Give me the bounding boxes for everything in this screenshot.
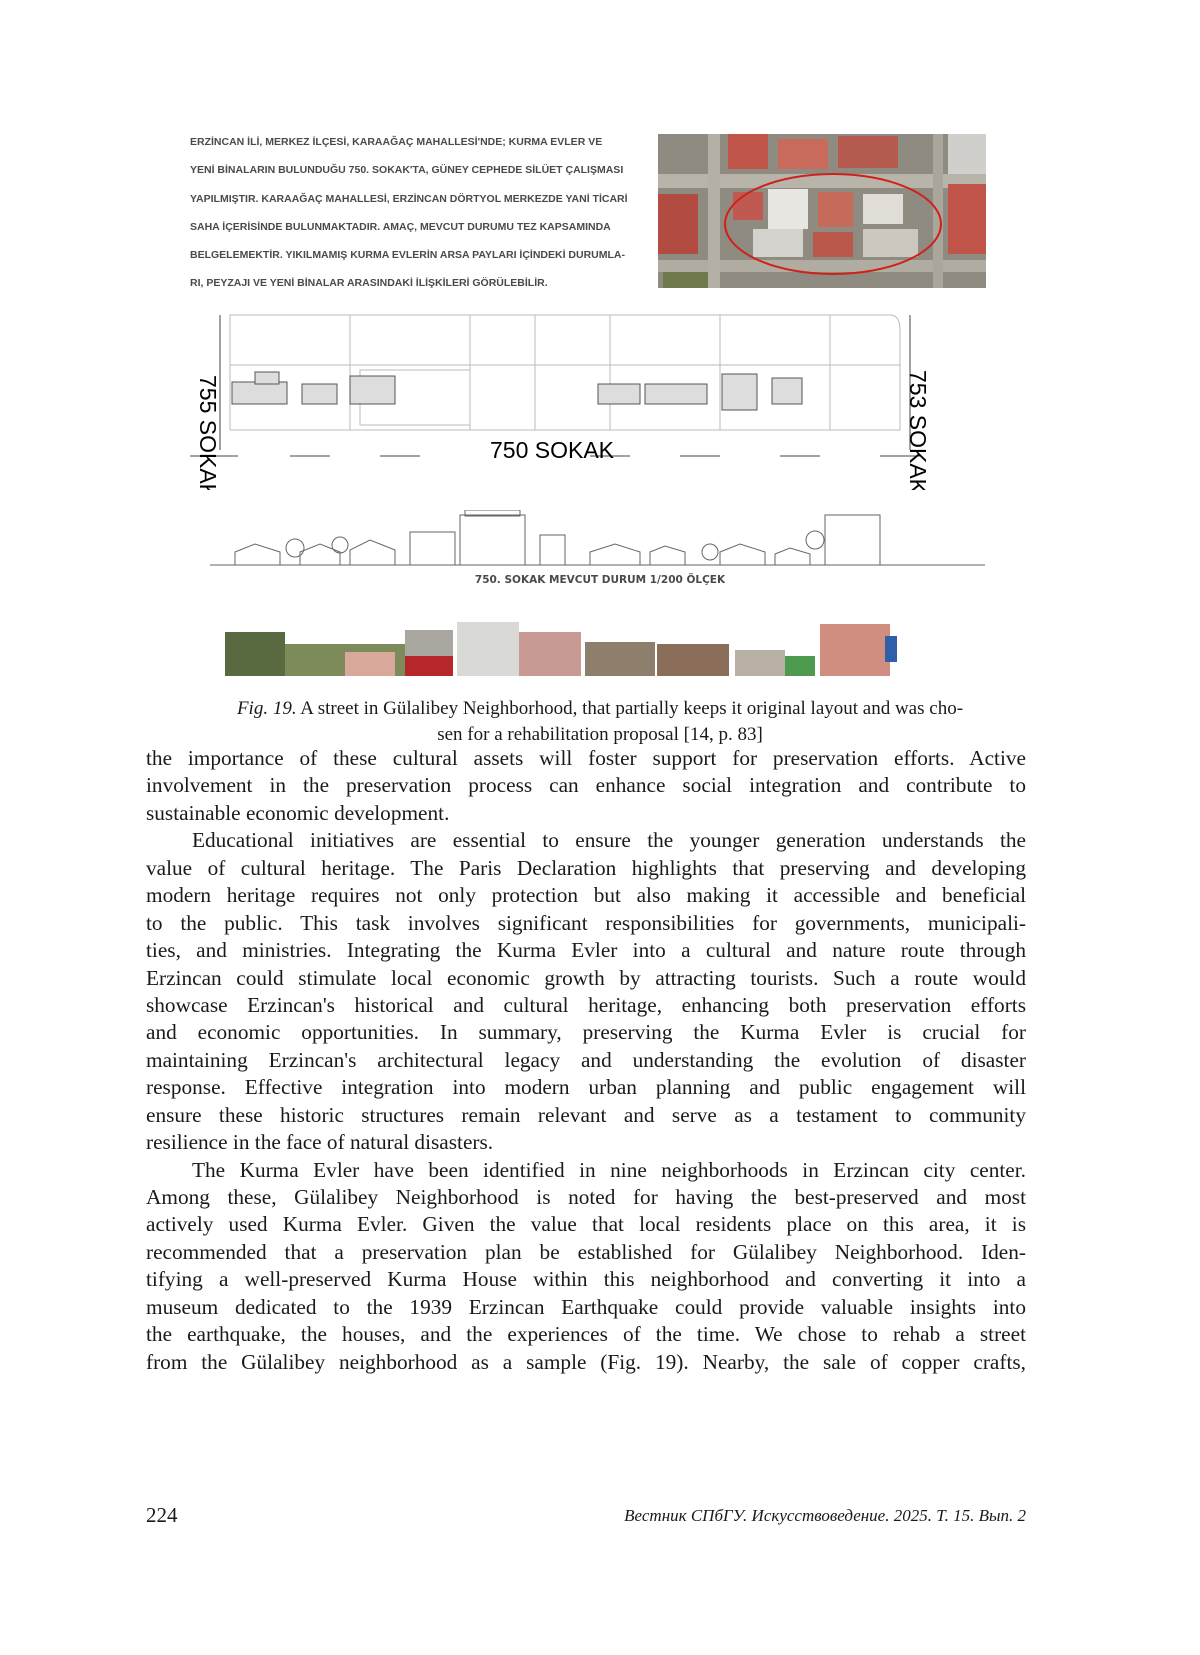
street-photo-strip bbox=[225, 622, 931, 676]
text-line: Erzincan could stimulate local economic growth by attracting tourists. Such a route would bbox=[146, 965, 1026, 990]
text-line: The Kurma Evler have been identified in nine neighborhoods in Erzincan city center. bbox=[192, 1157, 1026, 1182]
text-line: ensure these historic structures remain relevant and serve as a testament to community bbox=[146, 1102, 1026, 1127]
description-line: RI, PEYZAJI VE YENİ BİNALAR ARASINDAKİ İLİŞKİLERİ GÖRÜLEBİLİR. bbox=[190, 277, 548, 290]
text-line: ties, and ministries. Integrating the Kurma Evler into a cultural and nature route through bbox=[146, 938, 1026, 963]
text-line: and economic opportunities. In summary, preserving the Kurma Evler is crucial for bbox=[146, 1020, 1026, 1045]
text-line: the importance of these cultural assets will foster support for preservation efforts. Active bbox=[146, 746, 1026, 770]
caption-text: sen for a rehabilitation proposal [14, p. 83] bbox=[437, 724, 763, 745]
text-line: Among these, Gülalibey Neighborhood is noted for having the best-preserved and most bbox=[146, 1185, 1026, 1209]
text-line: actively used Kurma Evler. Given the value that local residents place on this area, it is bbox=[146, 1212, 1026, 1237]
street-label-right: 753 SOKAK bbox=[905, 370, 931, 490]
text-line: sustainable economic development. bbox=[146, 800, 450, 825]
aerial-photo bbox=[658, 134, 986, 288]
text-line: to the public. This task involves significant responsibilities for governments, municipali- bbox=[146, 910, 1026, 935]
text-line: tifying a well-preserved Kurma House within this neighborhood and converting it into a bbox=[146, 1267, 1026, 1292]
text-line: response. Effective integration into modern urban planning and public engagement will bbox=[146, 1075, 1026, 1100]
text-line: recommended that a preservation plan be established for Gülalibey Neighborhood. Iden- bbox=[146, 1239, 1026, 1264]
text-line: the earthquake, the houses, and the experiences of the time. We chose to rehab a street bbox=[146, 1322, 1026, 1347]
elevation-label: 750. SOKAK MEVCUT DURUM 1/200 ÖLÇEK bbox=[474, 574, 726, 586]
text-line: value of cultural heritage. The Paris Declaration highlights that preserving and developing bbox=[146, 855, 1026, 880]
site-plan-drawing bbox=[190, 310, 990, 490]
text-line: maintaining Erzincan's architectural legacy and understanding the evolution of disaster bbox=[146, 1047, 1026, 1072]
description-line: SAHA İÇERİSİNDE BULUNMAKTADIR. AMAÇ, MEVCUT DURUMU TEZ KAPSAMINDA bbox=[190, 220, 611, 233]
text-line: modern heritage requires not only protection but also making it accessible and beneficial bbox=[146, 883, 1026, 908]
body-text bbox=[146, 745, 1026, 1376]
journal-title: Вестник СПбГУ. Искусствоведение. 2025. Т. 15. Вып. 2 bbox=[624, 1506, 1026, 1525]
figure-turkish-description bbox=[190, 128, 650, 298]
description-line: ERZİNCAN İLİ, MERKEZ İLÇESİ, KARAAĞAÇ MAHALLESİ'NDE; KURMA EVLER VE bbox=[190, 136, 603, 148]
text-line: showcase Erzincan's historical and cultural heritage, enhancing both preservation efforts bbox=[146, 992, 1026, 1017]
description-line: YENİ BİNALARIN BULUNDUĞU 750. SOKAK'TA, GÜNEY CEPHEDE SİLÜET ÇALIŞMASI bbox=[190, 164, 624, 177]
text-line: from the Gülalibey neighborhood as a sample (Fig. 19). Nearby, the sale of copper crafts, bbox=[146, 1349, 1026, 1374]
figure-label: Fig. 19. bbox=[236, 698, 297, 719]
text-line: museum dedicated to the 1939 Erzincan Earthquake could provide valuable insights into bbox=[146, 1294, 1026, 1319]
page-number: 224 bbox=[146, 1503, 178, 1527]
description-line: YAPILMIŞTIR. KARAAĞAÇ MAHALLESİ, ERZİNCAN DÖRTYOL MERKEZDE YANİ TİCARİ bbox=[190, 192, 628, 205]
text-line: involvement in the preservation process can enhance social integration and contribute to bbox=[146, 773, 1026, 798]
street-label-left: 755 SOKAK bbox=[195, 375, 221, 490]
description-line: BELGELEMEKTİR. YIKILMAMIŞ KURMA EVLERİN ARSA PAYLARI İÇİNDEKİ DURUMLA- bbox=[190, 249, 625, 262]
caption-text: A street in Gülalibey Neighborhood, that partially keeps it original layout and was cho- bbox=[296, 698, 964, 719]
street-label-bottom: 750 SOKAK bbox=[490, 437, 615, 463]
street-elevation-drawing bbox=[210, 510, 985, 570]
figure-caption bbox=[180, 696, 1020, 748]
text-line: Educational initiatives are essential to ensure the younger generation understands the bbox=[192, 828, 1026, 853]
text-line: resilience in the face of natural disasters. bbox=[146, 1130, 494, 1155]
